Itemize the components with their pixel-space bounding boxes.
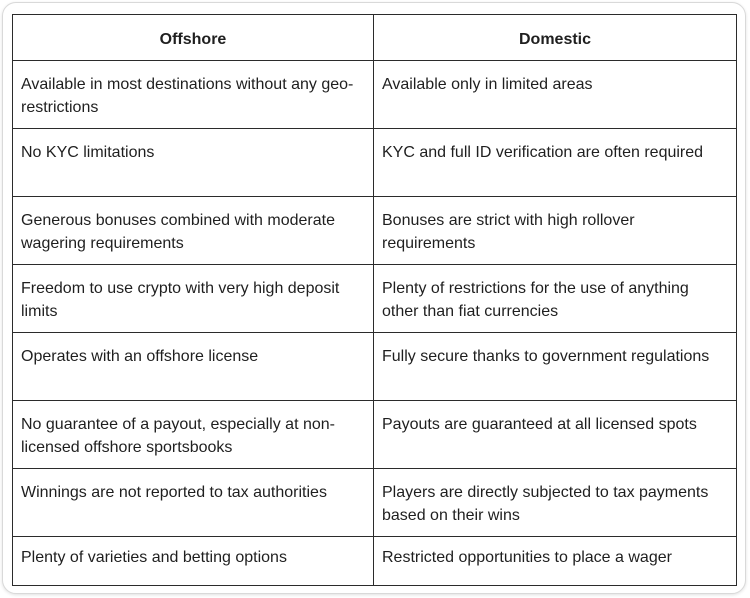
offshore-cell: Freedom to use crypto with very high deposit limits bbox=[13, 265, 374, 333]
table-row bbox=[13, 333, 737, 401]
domestic-cell: Bonuses are strict with high rollover requirements bbox=[374, 197, 737, 265]
offshore-cell: Generous bonuses combined with moderate wagering requirements bbox=[13, 197, 374, 265]
domestic-cell: Restricted opportunities to place a wager bbox=[374, 537, 737, 586]
comparison-table bbox=[12, 14, 737, 586]
domestic-cell: Payouts are guaranteed at all licensed spots bbox=[374, 401, 737, 469]
domestic-cell: KYC and full ID verification are often required bbox=[374, 129, 737, 197]
table-row bbox=[13, 469, 737, 537]
table-row bbox=[13, 129, 737, 197]
offshore-cell: Operates with an offshore license bbox=[13, 333, 374, 401]
domestic-cell: Players are directly subjected to tax payments based on their wins bbox=[374, 469, 737, 537]
header-domestic: Domestic bbox=[374, 15, 737, 61]
table-header-row bbox=[13, 15, 737, 61]
offshore-cell: Available in most destinations without any geo-restrictions bbox=[13, 61, 374, 129]
header-offshore: Offshore bbox=[13, 15, 374, 61]
table-row bbox=[13, 537, 737, 586]
table-row bbox=[13, 401, 737, 469]
table-row bbox=[13, 61, 737, 129]
offshore-cell: Plenty of varieties and betting options bbox=[13, 537, 374, 586]
domestic-cell: Fully secure thanks to government regulations bbox=[374, 333, 737, 401]
domestic-cell: Available only in limited areas bbox=[374, 61, 737, 129]
table-row bbox=[13, 265, 737, 333]
table-row bbox=[13, 197, 737, 265]
offshore-cell: Winnings are not reported to tax authorities bbox=[13, 469, 374, 537]
offshore-cell: No KYC limitations bbox=[13, 129, 374, 197]
offshore-cell: No guarantee of a payout, especially at non-licensed offshore sportsbooks bbox=[13, 401, 374, 469]
domestic-cell: Plenty of restrictions for the use of anything other than fiat currencies bbox=[374, 265, 737, 333]
